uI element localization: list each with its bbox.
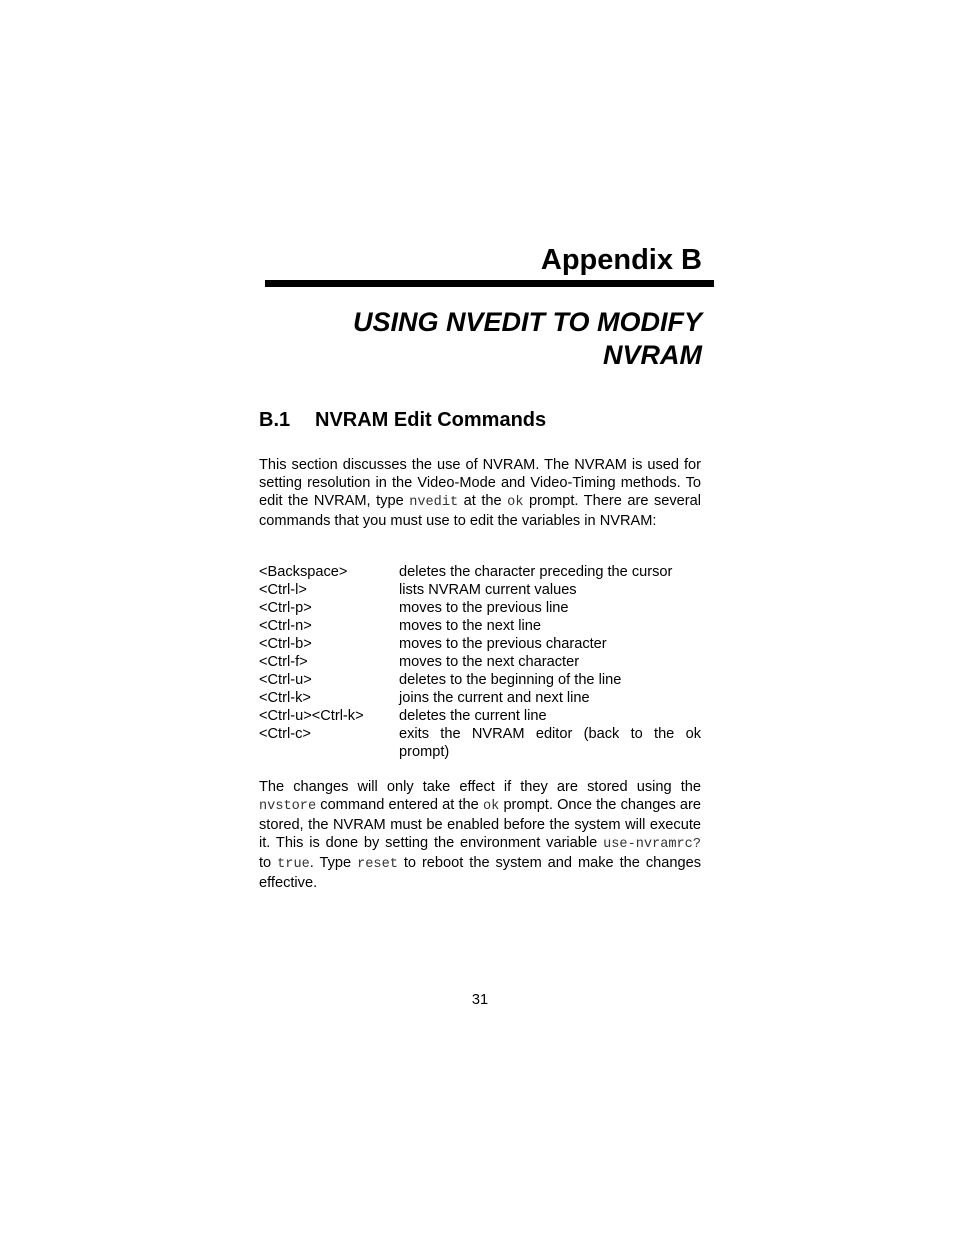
intro-text-2: at the bbox=[458, 493, 508, 510]
command-description: deletes the character preceding the cursor bbox=[399, 564, 673, 580]
title-rule bbox=[265, 280, 714, 287]
command-row bbox=[259, 564, 701, 582]
command-key: <Ctrl-n> bbox=[259, 617, 312, 634]
command-description: deletes the current line bbox=[399, 707, 547, 724]
chapter-title bbox=[265, 306, 702, 372]
ok-prompt-code: ok bbox=[482, 799, 500, 815]
command-row bbox=[259, 690, 701, 708]
command-row bbox=[259, 636, 701, 654]
closing-paragraph bbox=[259, 778, 701, 893]
command-key: <Ctrl-c> bbox=[259, 725, 311, 742]
section-number: B.1 bbox=[259, 409, 291, 431]
command-key: <Ctrl-b> bbox=[259, 635, 312, 652]
intro-text-3: prompt. There are several commands that you must use to edit the variables in NVRAM: bbox=[259, 493, 701, 530]
nvstore-command: nvstore bbox=[259, 799, 317, 815]
appendix-title: Appendix B bbox=[540, 244, 702, 276]
section-heading bbox=[259, 407, 546, 433]
command-description: deletes to the beginning of the line bbox=[399, 671, 622, 688]
page-number: 31 bbox=[471, 992, 489, 1008]
command-description: moves to the previous line bbox=[399, 599, 569, 616]
ok-prompt-code: ok bbox=[507, 495, 524, 511]
command-key: <Ctrl-u> bbox=[259, 671, 312, 688]
command-key: <Ctrl-l> bbox=[259, 581, 307, 598]
command-description: moves to the previous character bbox=[399, 635, 607, 652]
closing-text-5: . Type bbox=[309, 855, 358, 872]
closing-text-2: command entered at the bbox=[316, 797, 483, 814]
chapter-title-line-1: USING NVEDIT TO MODIFY bbox=[352, 307, 702, 337]
command-row bbox=[259, 672, 701, 690]
command-key: <Backspace> bbox=[259, 564, 348, 580]
command-description: lists NVRAM current values bbox=[399, 581, 577, 598]
command-row bbox=[259, 600, 701, 618]
command-description: moves to the next character bbox=[399, 653, 580, 670]
command-row bbox=[259, 582, 701, 600]
nvedit-command: nvedit bbox=[409, 495, 459, 511]
closing-text-1: The changes will only take effect if they are stored using the bbox=[259, 779, 701, 795]
intro-paragraph bbox=[259, 456, 701, 530]
section-title: NVRAM Edit Commands bbox=[315, 409, 547, 431]
use-nvramrc-variable: use-nvramrc? bbox=[603, 837, 701, 853]
command-row bbox=[259, 708, 701, 726]
chapter-title-line-2: NVRAM bbox=[603, 340, 702, 370]
intro-text-1: This section discusses the use of NVRAM. The NVRAM is used for setting resolution in the Video-Mode and Video-Timing methods. To edit the NVRAM, type bbox=[259, 457, 701, 510]
command-key: <Ctrl-p> bbox=[259, 599, 312, 616]
command-row bbox=[259, 654, 701, 672]
command-list bbox=[259, 564, 701, 761]
command-key: <Ctrl-k> bbox=[259, 689, 311, 706]
command-key: <Ctrl-f> bbox=[259, 653, 308, 670]
command-row bbox=[259, 618, 701, 636]
command-description: exits the NVRAM editor (back to the ok prompt) bbox=[399, 725, 701, 760]
closing-text-4: to bbox=[259, 855, 278, 872]
command-description: joins the current and next line bbox=[399, 689, 590, 706]
command-key: <Ctrl-u><Ctrl-k> bbox=[259, 707, 364, 724]
closing-text-3: prompt. Once the changes are stored, the NVRAM must be enabled before the system will execute it. This is done by setting the environment variable bbox=[259, 797, 701, 852]
true-value-code: true bbox=[277, 857, 310, 873]
command-row bbox=[259, 726, 701, 762]
reset-command: reset bbox=[357, 857, 398, 873]
command-description: moves to the next line bbox=[399, 617, 541, 634]
closing-text-6: to reboot the system and make the changes effective. bbox=[259, 855, 701, 892]
